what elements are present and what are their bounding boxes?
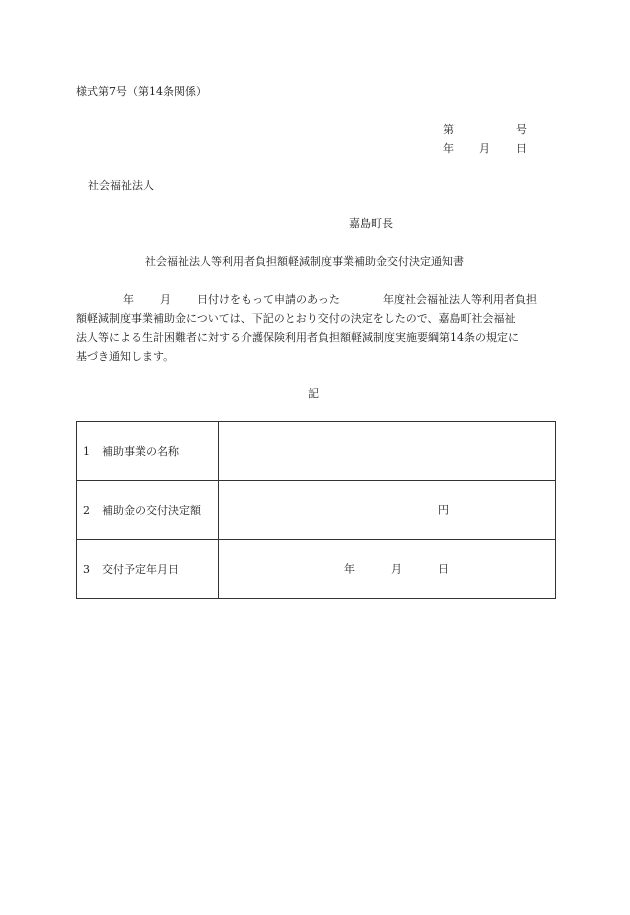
body-line1-month: 月 — [160, 293, 171, 306]
sender: 嘉島町長 — [349, 217, 393, 230]
form-id: 様式第7号（第14条関係） — [76, 85, 207, 98]
project-name-value — [219, 422, 556, 481]
body-line1-text: 日付けをもって申請のあった — [197, 293, 340, 306]
scheduled-month: 月 — [391, 562, 402, 576]
body-line3: 法人等による生計困難者に対する介護保険利用者負担額軽減制度実施要綱第14条の規定に — [76, 331, 519, 344]
row-label: 交付予定年月日 — [102, 563, 179, 576]
table-row — [77, 481, 556, 540]
row-label-cell — [77, 481, 219, 540]
grant-amount-value — [219, 481, 556, 540]
row-label-cell — [77, 422, 219, 481]
number-prefix: 第 — [443, 123, 454, 136]
date-day: 日 — [516, 142, 527, 155]
body-line2: 額軽減制度事業補助金については、下記のとおり交付の決定をしたので、嘉島町社会福祉 — [76, 312, 516, 325]
date-month: 月 — [479, 142, 490, 155]
details-table — [76, 421, 556, 599]
ki-mark: 記 — [308, 387, 319, 400]
body-line1-fiscal-year: 年度社会福祉法人等利用者負担 — [383, 293, 537, 306]
scheduled-date-value — [219, 540, 556, 599]
recipient: 社会福祉法人 — [88, 179, 154, 192]
number-suffix: 号 — [516, 123, 527, 136]
table-row — [77, 540, 556, 599]
row-label: 補助事業の名称 — [102, 445, 179, 458]
row-label-cell — [77, 540, 219, 599]
row-number: 2 — [83, 504, 90, 517]
row-number: 3 — [83, 563, 90, 576]
body-line1-year: 年 — [123, 293, 134, 306]
document-title: 社会福祉法人等利用者負担額軽減制度事業補助金交付決定通知書 — [145, 255, 464, 268]
date-year: 年 — [443, 142, 454, 155]
row-label: 補助金の交付決定額 — [102, 504, 201, 517]
table-row — [77, 422, 556, 481]
scheduled-year: 年 — [344, 562, 355, 576]
body-line4: 基づき通知します。 — [76, 350, 175, 363]
scheduled-day: 日 — [438, 562, 449, 576]
row-number: 1 — [83, 445, 90, 458]
yen-unit: 円 — [438, 503, 449, 517]
